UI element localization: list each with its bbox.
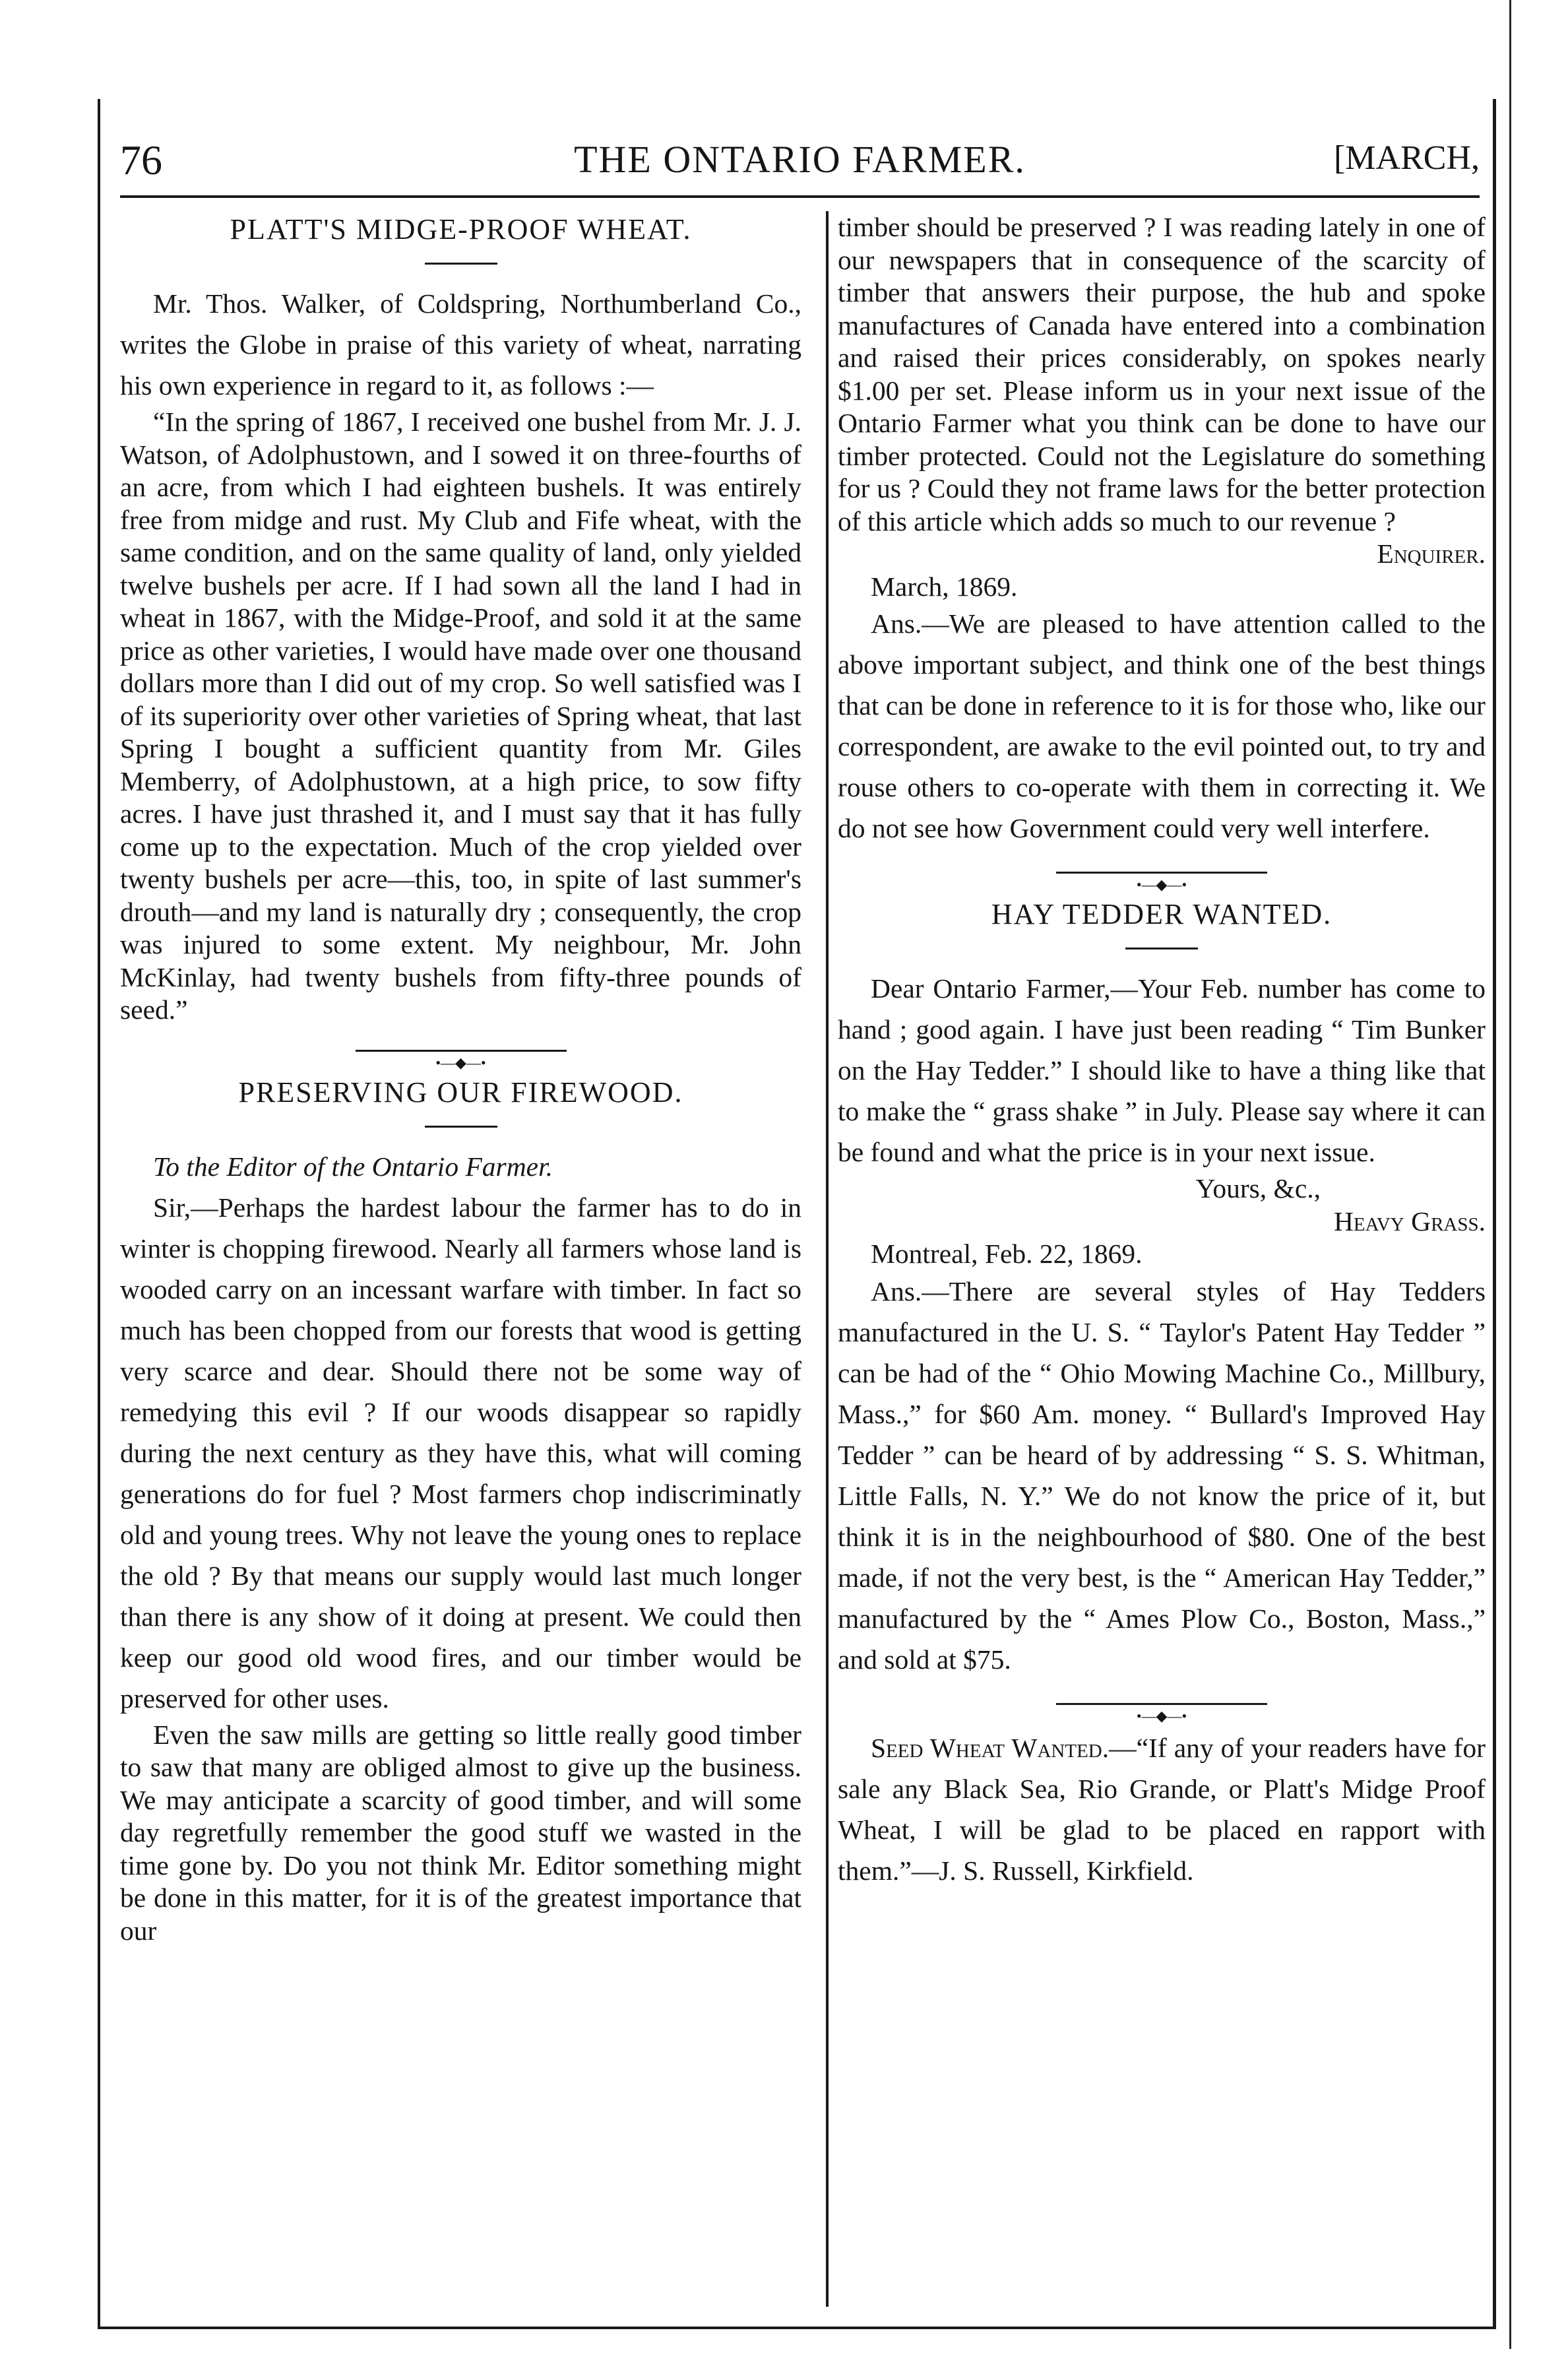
masthead-title: THE ONTARIO FARMER. (574, 138, 1026, 181)
letter-signature-enquirer: Enquirer. (1377, 538, 1486, 569)
article-title-wheat: PLATT'S MIDGE-PROOF WHEAT. (230, 213, 692, 245)
newspaper-page (98, 99, 1496, 2329)
letter-date-tedder: Montreal, Feb. 22, 1869. (871, 1238, 1143, 1269)
notice-seed-wheat (838, 1727, 1486, 1891)
letter-body-firewood-b-part1: Even the saw mills are getting so little really good timber to saw that many are obliged almost to give up the business. We may anticipate a scarcity of good timber, and will some day regretfully remember the good stuff we wasted in the time gone by. Do you not think Mr. Editor something might be done in this matter, for it is of the greatest importance that our (120, 1719, 801, 1946)
letter-date-firewood: March, 1869. (871, 571, 1018, 602)
editor-answer-firewood: Ans.—We are pleased to have attention called to the above important subject, and think one of the best things that can be done in reference to it is for those who, like our correspondent, are awake to the evil pointed out, to try and rouse others to co-operate with them in correcting it. We do not see how Government could very well interfere. (838, 608, 1486, 843)
letter-closing: Yours, &c., (1195, 1173, 1321, 1204)
letter-signature-heavy-grass: Heavy Grass. (1333, 1205, 1486, 1237)
section-separator: •—◆—• (120, 1043, 801, 1058)
right-column (826, 211, 1486, 2307)
page-header (120, 123, 1480, 198)
notice-lead: Seed Wheat Wanted. (871, 1732, 1110, 1763)
article-quote-wheat: “In the spring of 1867, I received one bushel from Mr. J. J. Watson, of Adolphustown, and I sowed it on three-fourths of an acre, from which I had eighteen bushels. It was entirely free from midge and rust. My Club and Fife wheat, with the same condition, and on the same quality of land, only yielded twelve bushels per acre. If I had sown all the land I had in wheat in 1867, with the Midge-Proof, and sold it at the same price as other varieties, I would have made over one thousand dollars more than I did out of my crop. So well satisfied was I of its superiority over other varieties of Spring wheat, that last Spring I bought a sufficient quantity from Mr. Giles Memberry, of Adolphustown, at a high price, to sow fifty acres. I have just thrashed it, and I must say that it has fully come up to the expectation. Much of the crop yielded over twenty bushels per acre—this, too, in spite of last summer's drouth—and my land is naturally dry ; consequently, the crop was injured to some extent. My neighbour, Mr. John McKinlay, had twenty bushels from fifty-three pounds of seed.” (120, 406, 801, 1025)
title-rule (1125, 948, 1198, 949)
header-month: [MARCH, (1333, 139, 1480, 177)
section-separator: •—◆—• (838, 864, 1486, 880)
title-rule (425, 1126, 497, 1128)
article-intro-wheat: Mr. Thos. Walker, of Coldspring, Northumberland Co., writes the Globe in praise of this variety of wheat, narrating his own experience in regard to it, as follows :— (120, 288, 801, 401)
article-title-firewood: PRESERVING OUR FIREWOOD. (238, 1076, 683, 1109)
section-separator: •—◆—• (838, 1696, 1486, 1712)
title-rule (425, 263, 497, 265)
letter-body-firewood-a: Sir,—Perhaps the hardest labour the farmer has to do in winter is chopping firewood. Nearly all farmers whose land is wooded carry on an incessant warfare with timber. In fact so much has been chopped from our forests that wood is getting very scarce and dear. Should there not be some way of remedying this evil ? If our woods disappear so rapidly during the next century as they have this, what will coming generations do for fuel ? Most farmers chop indiscriminatly old and young trees. Why not leave the young ones to replace the old ? By that means our supply would last much longer than there is any show of it doing at present. We could then keep our good old wood fires, and our timber would be preserved for other uses. (120, 1192, 801, 1714)
letter-salutation: To the Editor of the Ontario Farmer. (153, 1151, 553, 1182)
page-edge-line (1509, 0, 1511, 2349)
letter-body-tedder: Dear Ontario Farmer,—Your Feb. number has come to hand ; good again. I have just been reading “ Tim Bunker on the Hay Tedder.” I should like to have a thing like that to make the “ grass shake ” in July. Please say where it can be found and what the price is in your next issue. (838, 973, 1486, 1167)
left-column (120, 211, 809, 2307)
page-number: 76 (120, 137, 162, 183)
notice-body: —“If any of your readers have for sale any Black Sea, Rio Grande, or Platt's Midge Proof Wheat, I will be glad to be placed en rapport with them.”—J. S. Russell, Kirkfield. (838, 1732, 1486, 1886)
article-title-tedder: HAY TEDDER WANTED. (991, 898, 1333, 930)
editor-answer-tedder: Ans.—There are several styles of Hay Tedders manufactured in the U. S. “ Taylor's Patent Hay Tedder ” can be had of the “ Ohio Mowing Machine Co., Millbury, Mass.,” for $60 Am. money. “ Bullard's Improved Hay Tedder ” can be heard of by addressing “ S. S. Whitman, Little Falls, N. Y.” We do not know the price of it, but think it is in the neighbourhood of $80. One of the best made, if not the very best, is the “ American Hay Tedder,” manufactured by the “ Ames Plow Co., Boston, Mass.,” and sold at $75. (838, 1275, 1486, 1675)
letter-body-firewood-b-part2: timber should be preserved ? I was reading lately in one of our newspapers that in consequence of the scarcity of timber that answers their purpose, the hub and spoke manufactures of Canada have entered into a combination and raised their prices considerably, on spokes nearly $1.00 per set. Please inform us in your next issue of the Ontario Farmer what you think can be done to have our timber protected. Could not the Legislature do something for us ? Could they not frame laws for the better protection of this article which adds so much to our revenue ? (838, 212, 1486, 536)
